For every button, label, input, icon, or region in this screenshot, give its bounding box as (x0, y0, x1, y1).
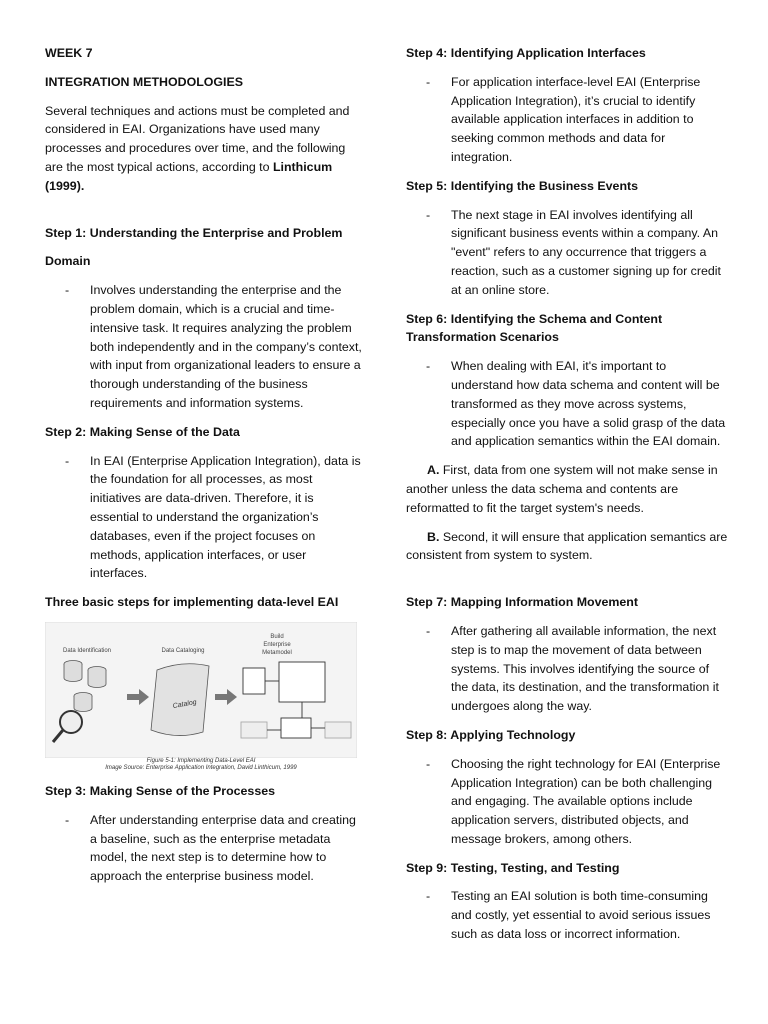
left-column (45, 44, 365, 896)
step6-point-b (406, 528, 728, 566)
step4-heading: Step 4: Identifying Application Interfaces (406, 46, 646, 60)
bullet-dash: - (426, 889, 431, 904)
catalog-scroll-icon (151, 664, 209, 736)
step3-heading: Step 3: Making Sense of the Processes (45, 783, 275, 798)
step7-body: After gathering all available information, the next step is to map the movement of data between systems. This involves identifying the source of the data, its destination, and the transformation it undergoes along the way. (451, 623, 719, 714)
catalog-label: Catalog (172, 698, 198, 710)
step4-body: For application interface-level EAI (Enterprise Application Integration), it’s crucial to identify available application interfaces in addition to seeking common methods and data for integration. (451, 74, 701, 164)
bullet-dash: - (65, 453, 70, 468)
step6-point-a (406, 461, 728, 517)
three-steps-heading: Three basic steps for implementing data-level EAI (45, 595, 339, 610)
step9-heading: Step 9: Testing, Testing, and Testing (406, 860, 620, 875)
right-column (406, 44, 728, 954)
step7-heading: Step 7: Mapping Information Movement (406, 595, 638, 610)
step8-heading: Step 8: Applying Technology (406, 727, 576, 742)
step2-heading: Step 2: Making Sense of the Data (45, 424, 240, 439)
intro-text: Several techniques and actions must be completed and considered in EAI. Organizations have used many processes and procedures over time, and the following are the most typical actions, according to (45, 103, 350, 174)
bullet-dash: - (426, 623, 431, 638)
database-icon (74, 692, 92, 711)
intro-citation: Linthicum (1999). (45, 159, 333, 193)
bullet-dash: - (426, 207, 431, 222)
step1-body: Involves understanding the enterprise and the problem domain, which is a crucial and time-intensive task. It requires analyzing the problem both independently and in the company’s context, with input from organizational leaders to ensure a thorough understanding of the business requirements and information systems. (90, 283, 362, 410)
figure-diagram (45, 622, 357, 758)
step6-b-label: B. (427, 529, 440, 544)
step2-body: In EAI (Enterprise Application Integration), data is the foundation for all processes, as most initiatives are data-driven. Therefore, it is essential to understand the organization’s databases, even if the project focuses on methods, application interfaces, or user interfaces. (90, 453, 361, 581)
step8-bullet (406, 755, 728, 849)
step3-body: After understanding enterprise data and creating a baseline, such as the enterprise metadata model, the next step is to determine how to approach the enterprise business model. (90, 812, 356, 884)
data-level-eai-figure (45, 622, 357, 772)
step9-body: Testing an EAI solution is both time-consuming and costly, yet essential to avoid serious issues such as data loss or incorrect information. (451, 889, 711, 942)
step6-a-text: First, data from one system will not make sense in another unless the data schema and contents are reformatted to fit the target system's needs. (406, 463, 718, 515)
database-icon (88, 666, 106, 687)
step5-body: The next stage in EAI involves identifying all significant business events within a company. An "event" refers to any occurrence that triggers a reaction, such as a customer signing up for credit at an online store. (451, 207, 721, 297)
step6-body: When dealing with EAI, it's important to understand how data schema and content will be transformed as they move across systems, especially once you have a solid grasp of the data and application semantics within the EAI domain. (451, 359, 726, 449)
bullet-dash: - (426, 359, 431, 374)
step6-bullet (406, 357, 728, 451)
step4-bullet (406, 73, 728, 167)
step8-body: Choosing the right technology for EAI (Enterprise Application Integration) can be both challenging and engaging. The available options include application servers, distributed objects, and message brokers, among others. (451, 756, 721, 846)
label-data-identification: Data Identification (62, 647, 112, 654)
week-label: WEEK 7 (45, 46, 93, 60)
bullet-dash: - (426, 756, 431, 771)
step1-bullet (45, 281, 365, 413)
page-title: INTEGRATION METHODOLOGIES (45, 74, 244, 89)
figure-caption-2: Image Source: Enterprise Application Integration, David Linthicum, 1999 (105, 764, 297, 771)
bullet-dash: - (65, 812, 70, 827)
step5-bullet (406, 206, 728, 300)
step7-bullet (406, 622, 728, 716)
step3-bullet (45, 811, 365, 886)
step6-heading: Step 6: Identifying the Schema and Content Transformation Scenarios (406, 311, 663, 345)
label-data-cataloging: Data Cataloging (161, 647, 205, 654)
step1-heading-cont: Domain (45, 254, 91, 269)
figure-caption-1: Figure 5-1: Implementing Data-Level EAI (146, 757, 256, 764)
spacer (45, 206, 365, 224)
bullet-dash: - (65, 283, 70, 298)
step2-bullet (45, 452, 365, 584)
label-build-3: Metamodel (262, 649, 292, 656)
step6-a-label: A. (427, 463, 440, 478)
step1-heading: Step 1: Understanding the Enterprise and Problem (45, 225, 343, 240)
step6-b-text: Second, it will ensure that application semantics are consistent from system to system. (406, 529, 728, 563)
bullet-dash: - (426, 74, 431, 89)
spacer (406, 575, 728, 593)
step5-heading: Step 5: Identifying the Business Events (406, 178, 639, 193)
database-icon (64, 660, 82, 681)
step9-bullet (406, 887, 728, 943)
label-build-1: Build (270, 633, 284, 640)
intro-paragraph (45, 102, 365, 196)
label-build-2: Enterprise (263, 641, 291, 648)
